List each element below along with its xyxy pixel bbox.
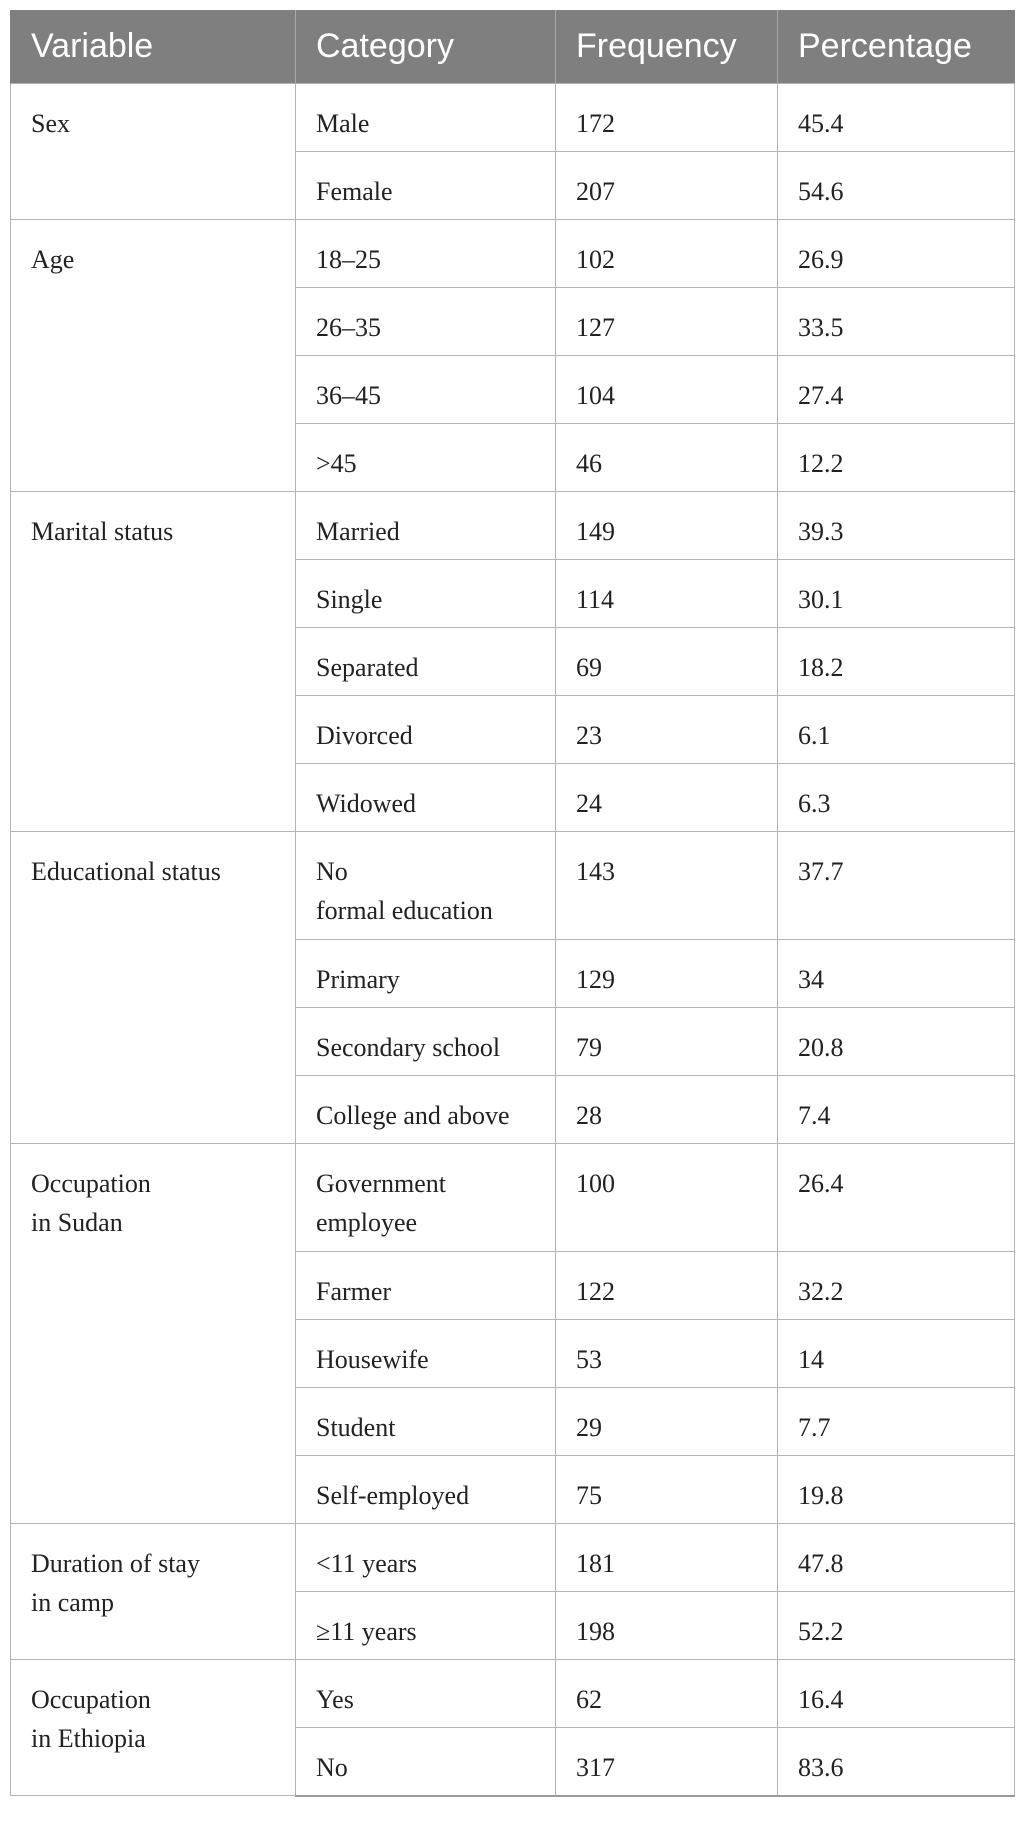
table-row xyxy=(11,832,1015,940)
variable-label: Age xyxy=(31,245,75,274)
frequency-cell: 46 xyxy=(556,424,778,492)
category-cell xyxy=(296,764,556,832)
frequency-cell: 75 xyxy=(556,1456,778,1524)
variable-label: Educational status xyxy=(31,857,221,886)
variable-cell xyxy=(11,492,296,832)
variable-label: Duration of stay xyxy=(31,1549,200,1578)
category-label: Married xyxy=(316,517,400,546)
percentage-cell: 37.7 xyxy=(778,832,1015,940)
category-label: formal education xyxy=(316,896,493,925)
frequency-cell: 62 xyxy=(556,1660,778,1728)
category-cell xyxy=(296,1524,556,1592)
category-cell xyxy=(296,1388,556,1456)
header-percentage: Percentage xyxy=(778,10,1015,84)
category-cell xyxy=(296,492,556,560)
table-header xyxy=(11,10,1015,84)
percentage-cell: 45.4 xyxy=(778,84,1015,152)
category-label: Secondary school xyxy=(316,1033,501,1062)
frequency-cell: 149 xyxy=(556,492,778,560)
percentage-cell: 33.5 xyxy=(778,288,1015,356)
frequency-cell: 79 xyxy=(556,1008,778,1076)
frequency-cell: 317 xyxy=(556,1728,778,1796)
percentage-cell: 12.2 xyxy=(778,424,1015,492)
variable-cell xyxy=(11,1144,296,1524)
category-label: Divorced xyxy=(316,721,413,750)
table-row xyxy=(11,492,1015,560)
category-label: Single xyxy=(316,585,383,614)
percentage-cell: 83.6 xyxy=(778,1728,1015,1796)
percentage-cell: 54.6 xyxy=(778,152,1015,220)
category-label: No xyxy=(316,857,348,886)
frequency-cell: 122 xyxy=(556,1252,778,1320)
percentage-cell: 6.1 xyxy=(778,696,1015,764)
category-cell xyxy=(296,1456,556,1524)
percentage-cell: 20.8 xyxy=(778,1008,1015,1076)
frequency-cell: 69 xyxy=(556,628,778,696)
category-label: Separated xyxy=(316,653,419,682)
variable-label: Occupation xyxy=(31,1685,151,1714)
percentage-cell: 52.2 xyxy=(778,1592,1015,1660)
category-cell xyxy=(296,220,556,288)
percentage-cell: 7.4 xyxy=(778,1076,1015,1144)
percentage-cell: 26.4 xyxy=(778,1144,1015,1252)
variable-label: Marital status xyxy=(31,517,174,546)
category-cell xyxy=(296,424,556,492)
percentage-cell: 16.4 xyxy=(778,1660,1015,1728)
category-label: Farmer xyxy=(316,1277,392,1306)
category-cell xyxy=(296,84,556,152)
category-label: Widowed xyxy=(316,789,417,818)
category-cell xyxy=(296,1144,556,1252)
percentage-cell: 18.2 xyxy=(778,628,1015,696)
percentage-cell: 19.8 xyxy=(778,1456,1015,1524)
category-label: 26–35 xyxy=(316,313,381,342)
percentage-cell: 32.2 xyxy=(778,1252,1015,1320)
category-label: College and above xyxy=(316,1101,510,1130)
frequency-cell: 114 xyxy=(556,560,778,628)
frequency-cell: 53 xyxy=(556,1320,778,1388)
category-label: Male xyxy=(316,109,370,138)
category-cell xyxy=(296,1320,556,1388)
category-cell xyxy=(296,152,556,220)
category-label: >45 xyxy=(316,449,357,478)
category-label: 18–25 xyxy=(316,245,381,274)
frequency-cell: 207 xyxy=(556,152,778,220)
variable-cell xyxy=(11,84,296,220)
variable-cell xyxy=(11,220,296,492)
frequency-cell: 104 xyxy=(556,356,778,424)
frequency-cell: 24 xyxy=(556,764,778,832)
percentage-cell: 7.7 xyxy=(778,1388,1015,1456)
variable-label: in Sudan xyxy=(31,1208,123,1237)
percentage-cell: 47.8 xyxy=(778,1524,1015,1592)
percentage-cell: 30.1 xyxy=(778,560,1015,628)
category-cell xyxy=(296,628,556,696)
table-row xyxy=(11,1660,1015,1728)
frequency-cell: 129 xyxy=(556,940,778,1008)
frequency-cell: 143 xyxy=(556,832,778,940)
category-cell xyxy=(296,1592,556,1660)
percentage-cell: 6.3 xyxy=(778,764,1015,832)
percentage-cell: 39.3 xyxy=(778,492,1015,560)
category-label: Primary xyxy=(316,965,400,994)
frequency-cell: 29 xyxy=(556,1388,778,1456)
header-category: Category xyxy=(296,10,556,84)
category-cell xyxy=(296,1008,556,1076)
category-label: Government xyxy=(316,1169,446,1198)
frequency-cell: 198 xyxy=(556,1592,778,1660)
category-cell xyxy=(296,560,556,628)
header-row xyxy=(11,10,1015,84)
table-row xyxy=(11,1524,1015,1592)
variable-label: Sex xyxy=(31,109,70,138)
header-frequency: Frequency xyxy=(556,10,778,84)
category-cell xyxy=(296,696,556,764)
frequency-cell: 127 xyxy=(556,288,778,356)
frequency-cell: 100 xyxy=(556,1144,778,1252)
table-row xyxy=(11,84,1015,152)
category-label: Housewife xyxy=(316,1345,429,1374)
percentage-cell: 26.9 xyxy=(778,220,1015,288)
category-label: Yes xyxy=(316,1685,354,1714)
category-cell xyxy=(296,1076,556,1144)
percentage-cell: 27.4 xyxy=(778,356,1015,424)
variable-label: in camp xyxy=(31,1588,115,1617)
table-row xyxy=(11,220,1015,288)
category-label: Self-employed xyxy=(316,1481,470,1510)
variable-cell xyxy=(11,832,296,1144)
variable-label: Occupation xyxy=(31,1169,151,1198)
category-cell xyxy=(296,832,556,940)
category-label: No xyxy=(316,1753,348,1782)
frequency-cell: 102 xyxy=(556,220,778,288)
category-cell xyxy=(296,940,556,1008)
table-body xyxy=(11,84,1015,1796)
variable-cell xyxy=(11,1660,296,1796)
frequency-cell: 23 xyxy=(556,696,778,764)
header-variable: Variable xyxy=(11,10,296,84)
category-cell xyxy=(296,1660,556,1728)
frequency-cell: 181 xyxy=(556,1524,778,1592)
category-cell xyxy=(296,356,556,424)
table-row xyxy=(11,1144,1015,1252)
percentage-cell: 34 xyxy=(778,940,1015,1008)
frequency-cell: 28 xyxy=(556,1076,778,1144)
category-cell xyxy=(296,1252,556,1320)
percentage-cell: 14 xyxy=(778,1320,1015,1388)
demographics-table xyxy=(10,10,1015,1797)
category-cell xyxy=(296,288,556,356)
variable-cell xyxy=(11,1524,296,1660)
variable-label: in Ethiopia xyxy=(31,1724,146,1753)
frequency-cell: 172 xyxy=(556,84,778,152)
category-label: <11 years xyxy=(316,1549,418,1578)
category-cell xyxy=(296,1728,556,1796)
category-label: ≥11 years xyxy=(316,1617,417,1646)
category-label: Student xyxy=(316,1413,396,1442)
category-label: Female xyxy=(316,177,393,206)
category-label: employee xyxy=(316,1208,418,1237)
category-label: 36–45 xyxy=(316,381,381,410)
